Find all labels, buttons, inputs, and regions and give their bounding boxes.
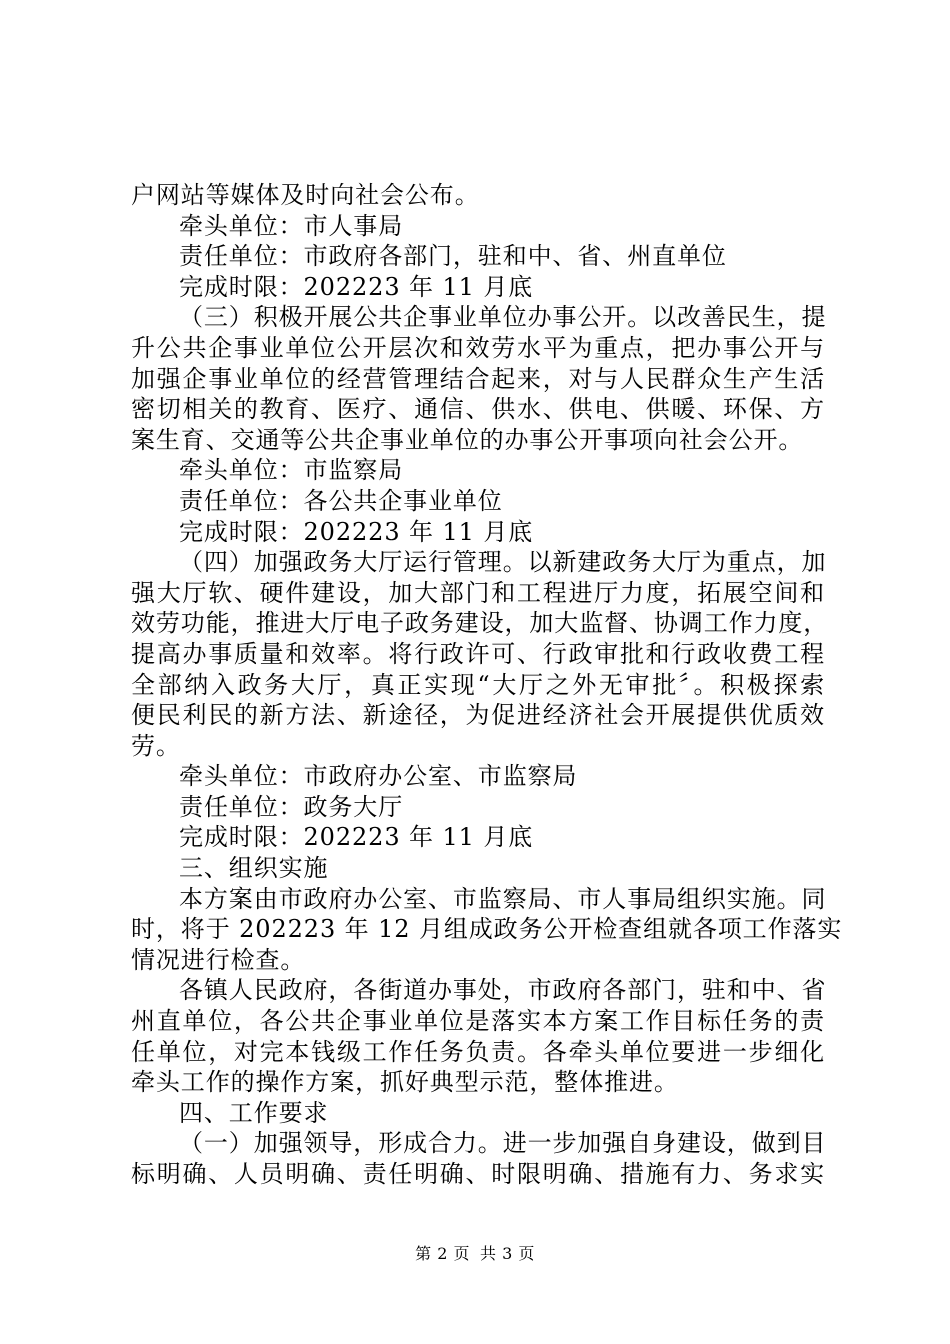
paragraph-line: 强大厅软、硬件建设，加大部门和工程进厅力度，拓展空间和 (131, 578, 825, 607)
paragraph-line: 本方案由市政府办公室、市监察局、市人事局组织实施。同 (179, 884, 827, 913)
document-body (131, 180, 843, 1190)
page-total: 共 3 页 (480, 1244, 535, 1263)
paragraph-line: 便民利民的新方法、新途径，为促进经济社会开展提供优质效 (131, 701, 825, 730)
responsible-unit-line: 责任单位：政务大厅 (179, 792, 404, 821)
paragraph-line: 任单位，对完本钱级工作任务负责。各牵头单位要进一步细化 (131, 1037, 825, 1066)
deadline-line: 完成时限：202223 年 11 月底 (179, 272, 534, 301)
lead-unit-line: 牵头单位：市监察局 (179, 456, 404, 485)
paragraph-line: 全部纳入政务大厅，真正实现“大厅之外无审批〞。积极探索 (131, 670, 825, 699)
paragraph-line: 升公共企事业单位公开层次和效劳水平为重点，把办事公开与 (131, 333, 825, 362)
paragraph-line: 效劳功能，推进大厅电子政务建设，加大监督、协调工作力度， (131, 609, 829, 638)
responsible-unit-line: 责任单位：市政府各部门，驻和中、省、州直单位 (179, 242, 727, 271)
paragraph-line: 加强企事业单位的经营管理结合起来，对与人民群众生产生活 (131, 364, 825, 393)
paragraph-line: 牵头工作的操作方案，抓好典型示范，整体推进。 (131, 1068, 679, 1097)
section-heading-organization: 三、组织实施 (179, 854, 329, 883)
paragraph-line: 各镇人民政府，各街道办事处，市政府各部门，驻和中、省 (179, 976, 827, 1005)
page-number: 第 2 页 (415, 1244, 470, 1263)
paragraph-line: 密切相关的教育、医疗、通信、供水、供电、供暖、环保、方 (131, 395, 825, 424)
paragraph-line: 情况进行检查。 (131, 945, 306, 974)
section-three-heading-line: （三）积极开展公共企事业单位办事公开。以改善民生，提 (179, 303, 827, 332)
section-heading-requirements: 四、工作要求 (179, 1098, 329, 1127)
paragraph-continuation-line: 户网站等媒体及时向社会公布。 (131, 181, 480, 209)
subsection-heading-line: （一）加强领导，形成合力。进一步加强自身建设，做到目 (179, 1129, 827, 1158)
lead-unit-line: 牵头单位：市人事局 (179, 211, 404, 240)
paragraph-line: 时，将于 202223 年 12 月组成政务公开检查组就各项工作落实 (131, 915, 843, 944)
paragraph-line: 案生育、交通等公共企事业单位的办事公开事项向社会公开。 (131, 425, 804, 454)
paragraph-line: 标明确、人员明确、责任明确、时限明确、措施有力、务求实 (131, 1160, 825, 1188)
lead-unit-line: 牵头单位：市政府办公室、市监察局 (179, 762, 578, 791)
deadline-line: 完成时限：202223 年 11 月底 (179, 517, 534, 546)
paragraph-line: 州直单位，各公共企事业单位是落实本方案工作目标任务的责 (131, 1007, 825, 1036)
deadline-line: 完成时限：202223 年 11 月底 (179, 823, 534, 852)
paragraph-line: 劳。 (131, 731, 181, 760)
section-four-heading-line: （四）加强政务大厅运行管理。以新建政务大厅为重点，加 (179, 548, 827, 577)
page-footer (0, 1244, 950, 1264)
paragraph-line: 提高办事质量和效率。将行政许可、行政审批和行政收费工程 (131, 639, 825, 668)
responsible-unit-line: 责任单位：各公共企事业单位 (179, 486, 503, 515)
